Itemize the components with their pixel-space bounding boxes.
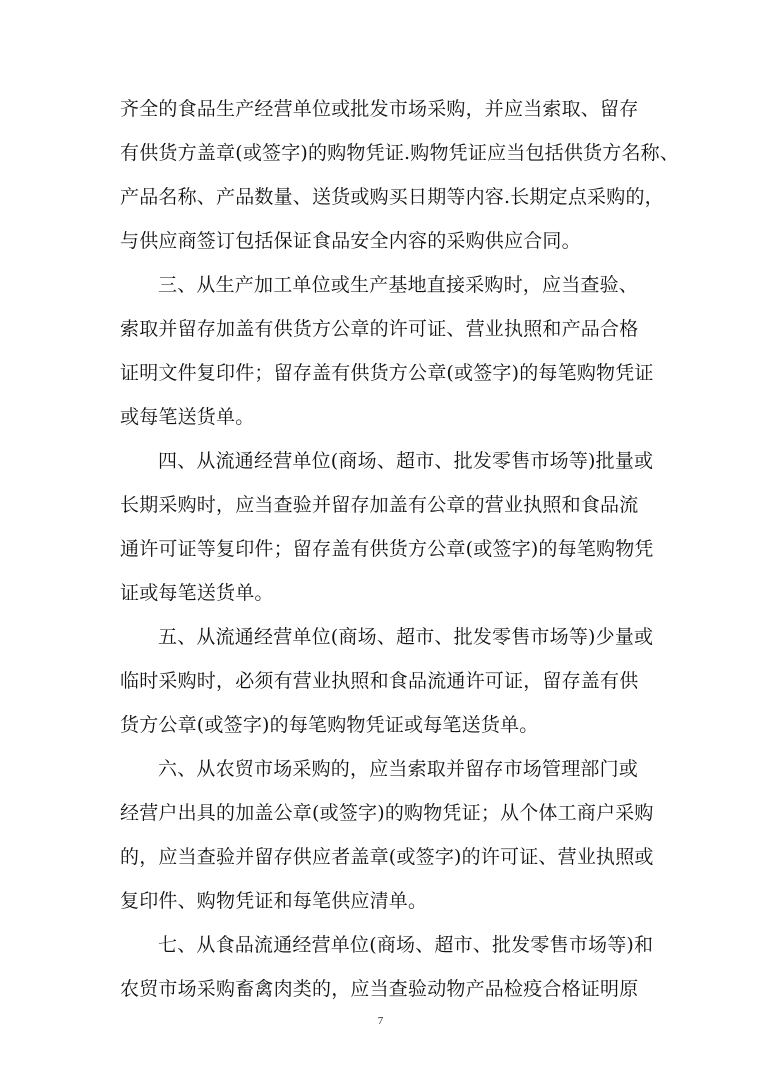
text-line: 货方公章(或签字)的每笔购物凭证或每笔送货单。	[120, 714, 539, 736]
text-line: 长期采购时，应当查验并留存加盖有公章的营业执照和食品流	[120, 494, 639, 516]
text-line: 与供应商签订包括保证食品安全内容的采购供应合同。	[120, 230, 581, 252]
paragraph-start-line: 六、从农贸市场采购的，应当索取并留存市场管理部门或	[158, 758, 639, 780]
text-line: 证或每笔送货单。	[120, 582, 274, 604]
text-line: 经营户出具的加盖公章(或签字)的购物凭证；从个体工商户采购	[120, 802, 654, 824]
paragraph-start-line: 四、从流通经营单位(商场、超市、批发零售市场等)批量或	[158, 450, 654, 472]
page-number: 7	[377, 1015, 384, 1027]
text-line: 产品名称、产品数量、送货或购买日期等内容.长期定点采购的，	[120, 186, 664, 208]
paragraph-start-line: 七、从食品流通经营单位(商场、超市、批发零售市场等)和	[158, 934, 654, 956]
text-line: 通许可证等复印件；留存盖有供货方公章(或签字)的每笔购物凭	[120, 538, 654, 560]
text-line: 索取并留存加盖有供货方公章的许可证、营业执照和产品合格	[120, 318, 639, 340]
paragraph-start-line: 五、从流通经营单位(商场、超市、批发零售市场等)少量或	[158, 626, 654, 648]
text-line: 复印件、购物凭证和每笔供应清单。	[120, 890, 428, 912]
text-line: 临时采购时，必须有营业执照和食品流通许可证，留存盖有供	[120, 670, 639, 692]
text-line: 证明文件复印件；留存盖有供货方公章(或签字)的每笔购物凭证	[120, 362, 654, 384]
text-line: 或每笔送货单。	[120, 406, 255, 428]
text-line: 有供货方盖章(或签字)的购物凭证.购物凭证应当包括供货方名称、	[120, 142, 680, 164]
text-line: 的，应当查验并留存供应者盖章(或签字)的许可证、营业执照或	[120, 846, 654, 868]
paragraph-start-line: 三、从生产加工单位或生产基地直接采购时，应当查验、	[158, 274, 639, 296]
text-line: 农贸市场采购畜禽肉类的，应当查验动物产品检疫合格证明原	[120, 978, 639, 1000]
text-line: 齐全的食品生产经营单位或批发市场采购，并应当索取、留存	[120, 98, 639, 120]
